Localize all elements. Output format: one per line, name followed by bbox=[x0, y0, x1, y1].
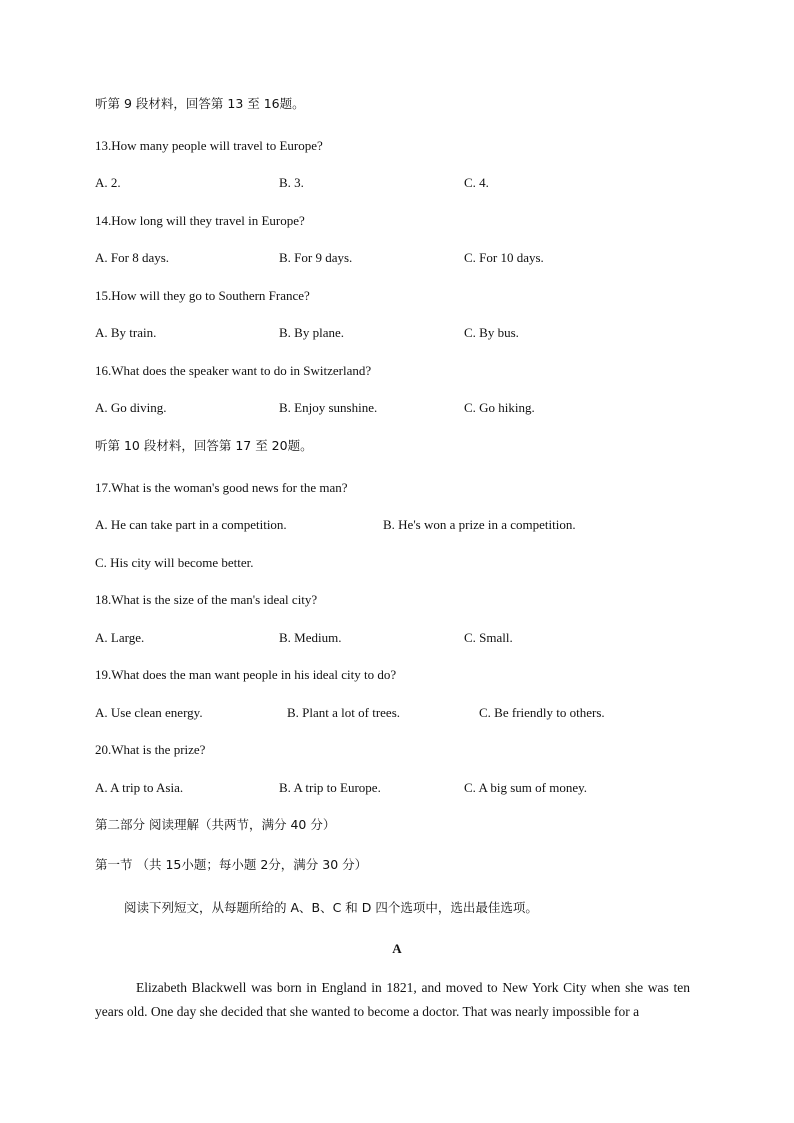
question-15-option-c: C. By bus. bbox=[464, 325, 519, 340]
question-18-option-c: C. Small. bbox=[464, 630, 513, 645]
question-14-option-a: A. For 8 days. bbox=[95, 250, 170, 265]
question-20-option-a: A. A trip to Asia. bbox=[95, 780, 184, 795]
question-18-option-a: A. Large. bbox=[95, 630, 145, 645]
section-9-heading: 听第 9 段材料，回答第 13 至 16题。 bbox=[95, 96, 305, 111]
question-20-option-c: C. A big sum of money. bbox=[464, 780, 588, 795]
question-20-option-b: B. A trip to Europe. bbox=[279, 780, 381, 795]
question-15-option-a: A. By train. bbox=[95, 325, 157, 340]
question-15-option-b: B. By plane. bbox=[279, 325, 344, 340]
question-13-stem: 13.How many people will travel to Europe? bbox=[95, 138, 323, 153]
question-16-option-b: B. Enjoy sunshine. bbox=[279, 400, 378, 415]
question-16-stem: 16.What does the speaker want to do in Switzerland? bbox=[95, 363, 372, 378]
section-10-heading: 听第 10 段材料，回答第 17 至 20题。 bbox=[95, 438, 313, 453]
question-18-option-b: B. Medium. bbox=[279, 630, 342, 645]
question-19-option-b: B. Plant a lot of trees. bbox=[287, 705, 401, 720]
question-17-option-b: B. He's won a prize in a competition. bbox=[383, 517, 576, 532]
question-13-option-a: A. 2. bbox=[95, 175, 121, 190]
question-15-stem: 15.How will they go to Southern France? bbox=[95, 288, 310, 303]
question-19-option-a: A. Use clean energy. bbox=[95, 705, 203, 720]
question-13-option-c: C. 4. bbox=[464, 175, 489, 190]
question-19-stem: 19.What does the man want people in his ideal city to do? bbox=[95, 667, 397, 682]
question-20-stem: 20.What is the prize? bbox=[95, 742, 206, 757]
question-17-option-a: A. He can take part in a competition. bbox=[95, 517, 287, 532]
question-17-option-c: C. His city will become better. bbox=[95, 555, 254, 570]
part-2-heading: 第二部分 阅读理解（共两节，满分 40 分） bbox=[95, 817, 336, 832]
reading-instructions: 阅读下列短文，从每题所给的 A、B、C 和 D 四个选项中，选出最佳选项。 bbox=[124, 900, 538, 915]
question-17-stem: 17.What is the woman's good news for the man? bbox=[95, 480, 348, 495]
passage-letter: A bbox=[392, 941, 402, 956]
question-14-option-c: C. For 10 days. bbox=[464, 250, 544, 265]
question-19-option-c: C. Be friendly to others. bbox=[479, 705, 605, 720]
question-14-option-b: B. For 9 days. bbox=[279, 250, 353, 265]
question-13-option-b: B. 3. bbox=[279, 175, 304, 190]
question-16-option-a: A. Go diving. bbox=[95, 400, 167, 415]
section-1-heading: 第一节 （共 15小题；每小题 2分，满分 30 分） bbox=[95, 857, 368, 872]
passage-a-text: Elizabeth Blackwell was born in England in 1821, and moved to New York City when she was ten years old. One day she decided that she wanted to become a doctor. That was nearly impossible for a bbox=[95, 980, 690, 1019]
question-14-stem: 14.How long will they travel in Europe? bbox=[95, 213, 305, 228]
question-18-stem: 18.What is the size of the man's ideal city? bbox=[95, 592, 318, 607]
question-16-option-c: C. Go hiking. bbox=[464, 400, 535, 415]
